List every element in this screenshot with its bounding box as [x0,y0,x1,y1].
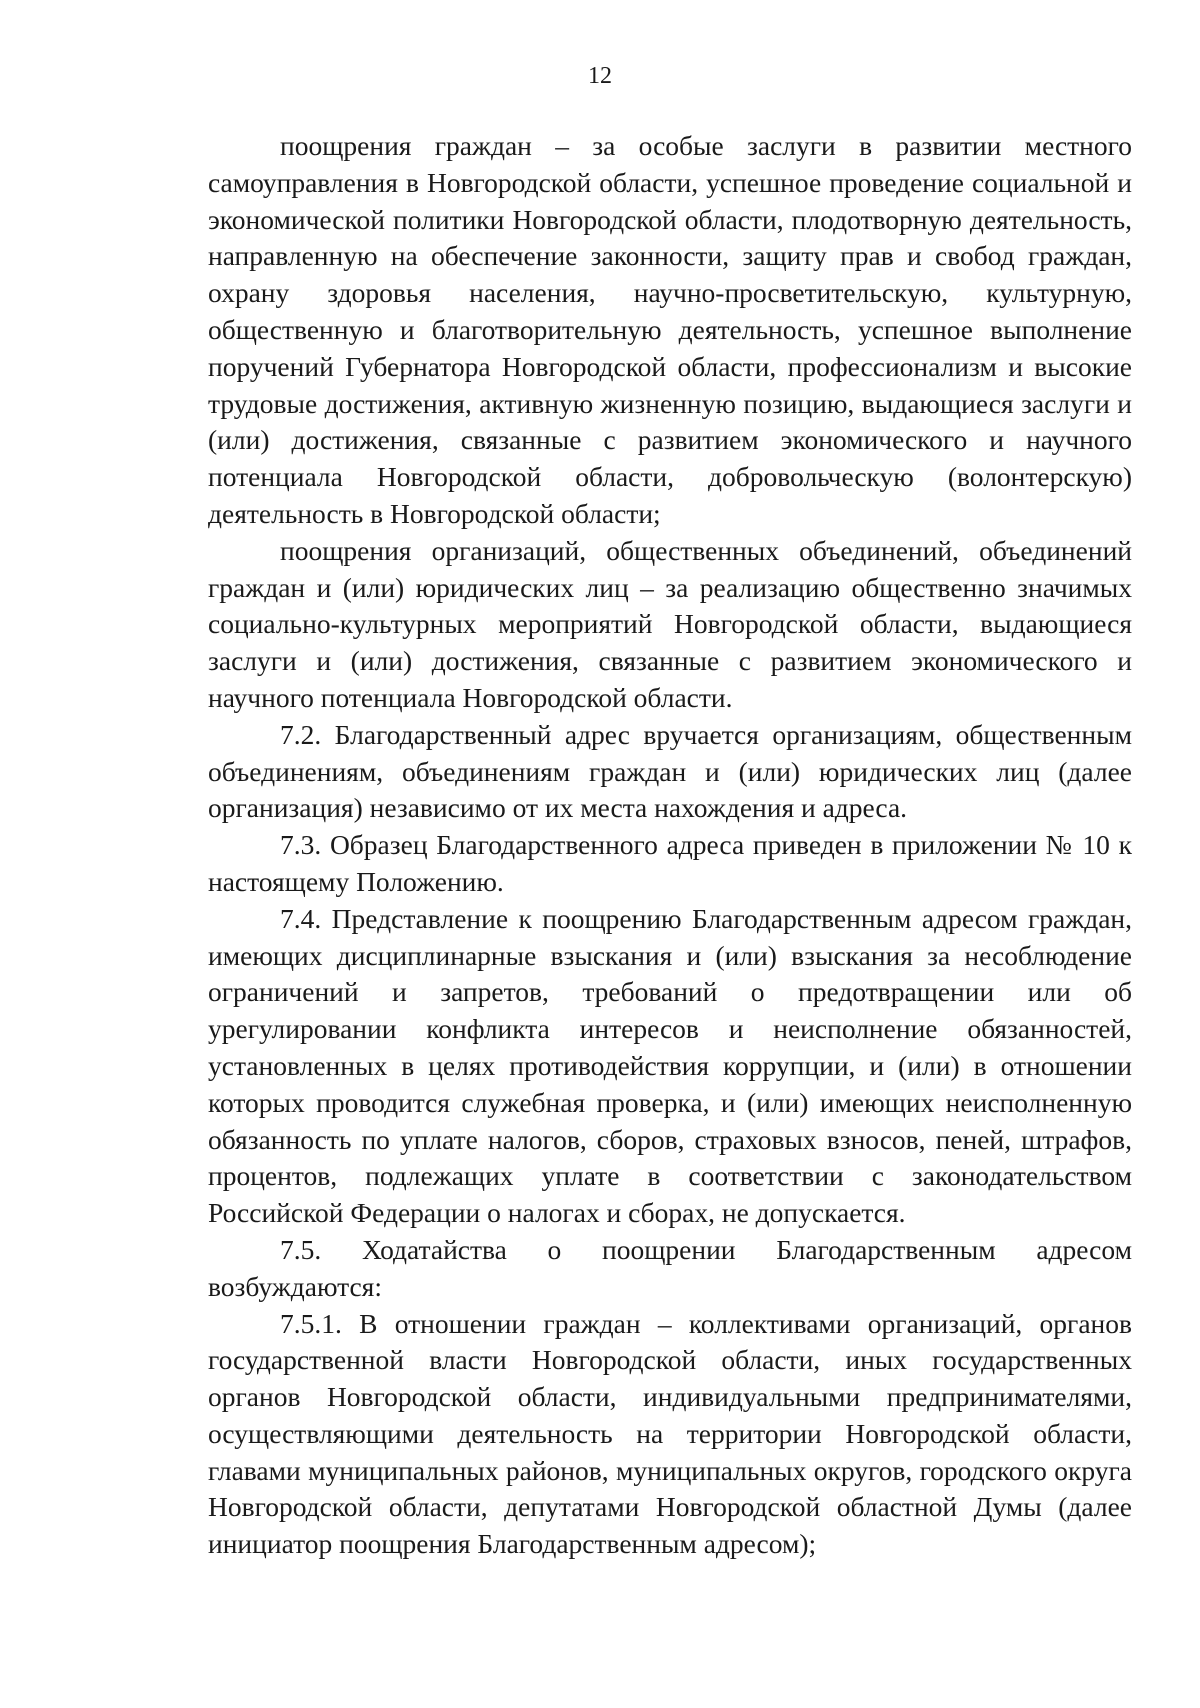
document-body [208,128,1132,1563]
paragraph-7-2: 7.2. Благодарственный адрес вручается организациям, общественным объединениям, объединениям граждан и (или) юридических лиц (далее организация) независимо от их места нахождения и адреса. [208,718,1132,824]
page-number: 12 [588,63,612,89]
paragraph-citizens-encouragement: поощрения граждан – за особые заслуги в развитии местного самоуправления в Новгородской области, успешное проведение социальной и экономической политики Новгородской области, плодотворную деятельность, направленную на обеспечение законности, защиту прав и свобод граждан, охрану здоровья населения, научно-просветительскую, культурную, общественную и благотворительную деятельность, успешное выполнение поручений Губернатора Новгородской области, профессионализм и высокие трудовые достижения, активную жизненную позицию, выдающиеся заслуги и (или) достижения, связанные с развитием экономического и научного потенциала Новгородской области, добровольческую (волонтерскую) деятельность в Новгородской области; [208,130,1132,529]
paragraph-organizations-encouragement: поощрения организаций, общественных объединений, объединений граждан и (или) юридических лиц – за реализацию общественно значимых социально-культурных мероприятий Новгородской области, выдающиеся заслуги и (или) достижения, связанные с развитием экономического и научного потенциала Новгородской области. [208,534,1132,713]
paragraph-7-3: 7.3. Образец Благодарственного адреса приведен в приложении № 10 к настоящему Положению. [208,829,1132,897]
paragraph-7-5: 7.5. Ходатайства о поощрении Благодарственным адресом возбуждаются: [208,1233,1132,1302]
paragraph-7-5-1: 7.5.1. В отношении граждан – коллективами организаций, органов государственной власти Новгородской области, иных государственных органов Новгородской области, индивидуальными предпринимателями, осуществляющими деятельность на территории Новгородской области, главами муниципальных районов, муниципальных округов, городского округа Новгородской области, депутатами Новгородской областной Думы (далее инициатор поощрения Благодарственным адресом); [208,1307,1132,1560]
paragraph-7-4: 7.4. Представление к поощрению Благодарственным адресом граждан, имеющих дисциплинарные взыскания и (или) взыскания за несоблюдение ограничений и запретов, требований о предотвращении или об урегулировании конфликта интересов и неисполнение обязанностей, установленных в целях противодействия коррупции, и (или) в отношении которых проводится служебная проверка, и (или) имеющих неисполненную обязанность по уплате налогов, сборов, страховых взносов, пеней, штрафов, процентов, подлежащих уплате в соответствии с законодательством Российской Федерации о налогах и сборах, не допускается. [208,902,1132,1229]
